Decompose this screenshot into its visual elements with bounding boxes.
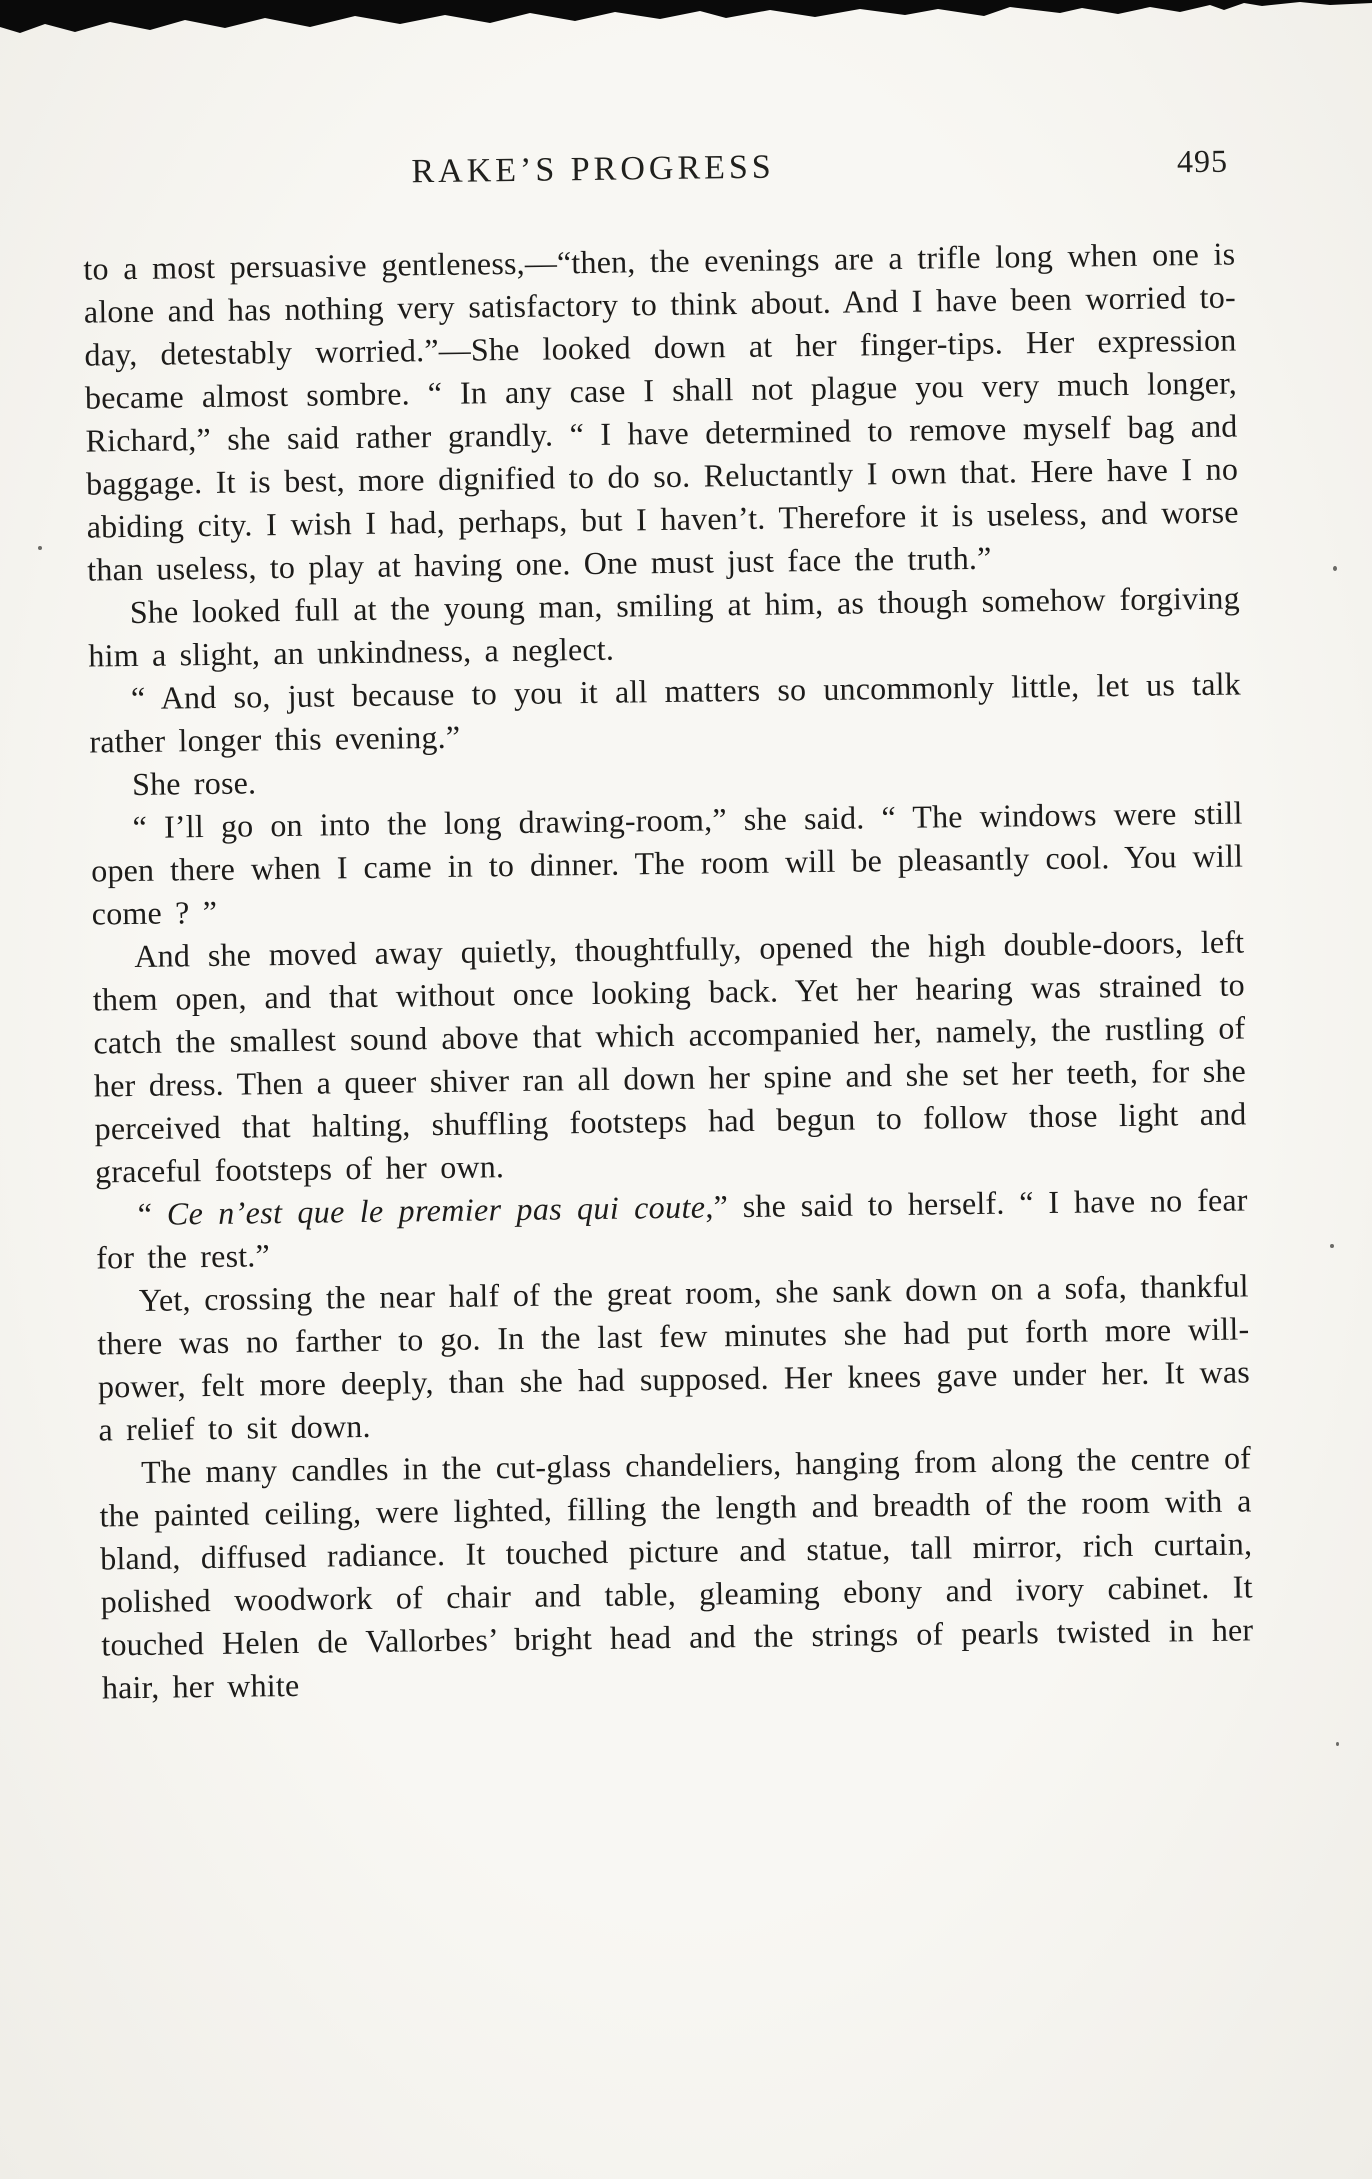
paragraph-continuation: to a most persuasive gentleness,—“then, the evenings are a trifle long when one is alone and has nothing very satisfactory to think about. And I have been worried to-day, detestably worried.”—She looked down at her finger-tips. Her expression became almost sombre. “ In any case I shall not plague you very much longer, Richard,” she said rather grandly. “ I have determined to remove myself bag and baggage. It is best, more dignified to do so. Reluctantly I own that. Here have I no abiding city. I wish I had, perhaps, but I haven’t. Therefore it is useless, and worse than useless, to play at having one. One must just face the truth.” (83, 235, 1239, 588)
paragraph-rest: ,” she said to herself. “ I have no fear for the rest.” (96, 1181, 1248, 1276)
scan-speck (38, 546, 42, 550)
scan-speck (1336, 1742, 1339, 1746)
quote-open: “ (137, 1195, 168, 1232)
scan-speck (1330, 1244, 1334, 1248)
paragraph: “ And so, just because to you it all matters so uncommonly little, let us talk rather longer this evening.” (89, 665, 1242, 760)
page-body (83, 233, 1254, 1710)
paragraph: The many candles in the cut-glass chandeliers, hanging from along the centre of the painted ceiling, were lighted, filling the length and breadth of the room with a bland, diffused radiance. It touched picture and statue, tall mirror, rich curtain, polished woodwork of chair and table, gleaming ebony and ivory cabinet. It touched Helen de Vallorbes’ bright head and the strings of pearls twisted in her hair, her white (99, 1439, 1254, 1706)
scan-torn-edge (0, 0, 1372, 48)
paragraph-with-french-phrase (95, 1178, 1248, 1279)
french-phrase-italic: Ce n’est que le premier pas qui coute (166, 1188, 706, 1232)
book-title-header: RAKE’S PROGRESS (411, 148, 775, 191)
page-content (82, 143, 1254, 1710)
running-header (82, 143, 1235, 216)
scan-speck (1333, 566, 1337, 571)
paragraph: She rose. (131, 764, 257, 803)
paragraph: “ I’ll go on into the long drawing-room,” she said. “ The windows were still open there when I came in to dinner. The room will be pleasantly cool. You will come ? ” (90, 794, 1244, 932)
paragraph: Yet, crossing the near half of the great room, she sank down on a sofa, thankful there was no farther to go. In the last few minutes she had put forth more will-power, felt more deeply, than she had supposed. Her knees gave under her. It was a relief to sit down. (97, 1267, 1251, 1448)
paragraph: And she moved away quietly, thoughtfully, opened the high double-doors, left them open, and that without once looking back. Yet her hearing was strained to catch the smallest sound above that which accompanied her, namely, the rustling of her dress. Then a queer shiver ran all down her spine and she set her teeth, for she perceived that halting, shuffling footsteps had begun to follow those light and graceful footsteps of her own. (92, 923, 1247, 1190)
page-number: 495 (1176, 142, 1229, 180)
paragraph: She looked full at the young man, smiling at him, as though somehow forgiving him a slight, an unkindness, a neglect. (88, 579, 1240, 674)
